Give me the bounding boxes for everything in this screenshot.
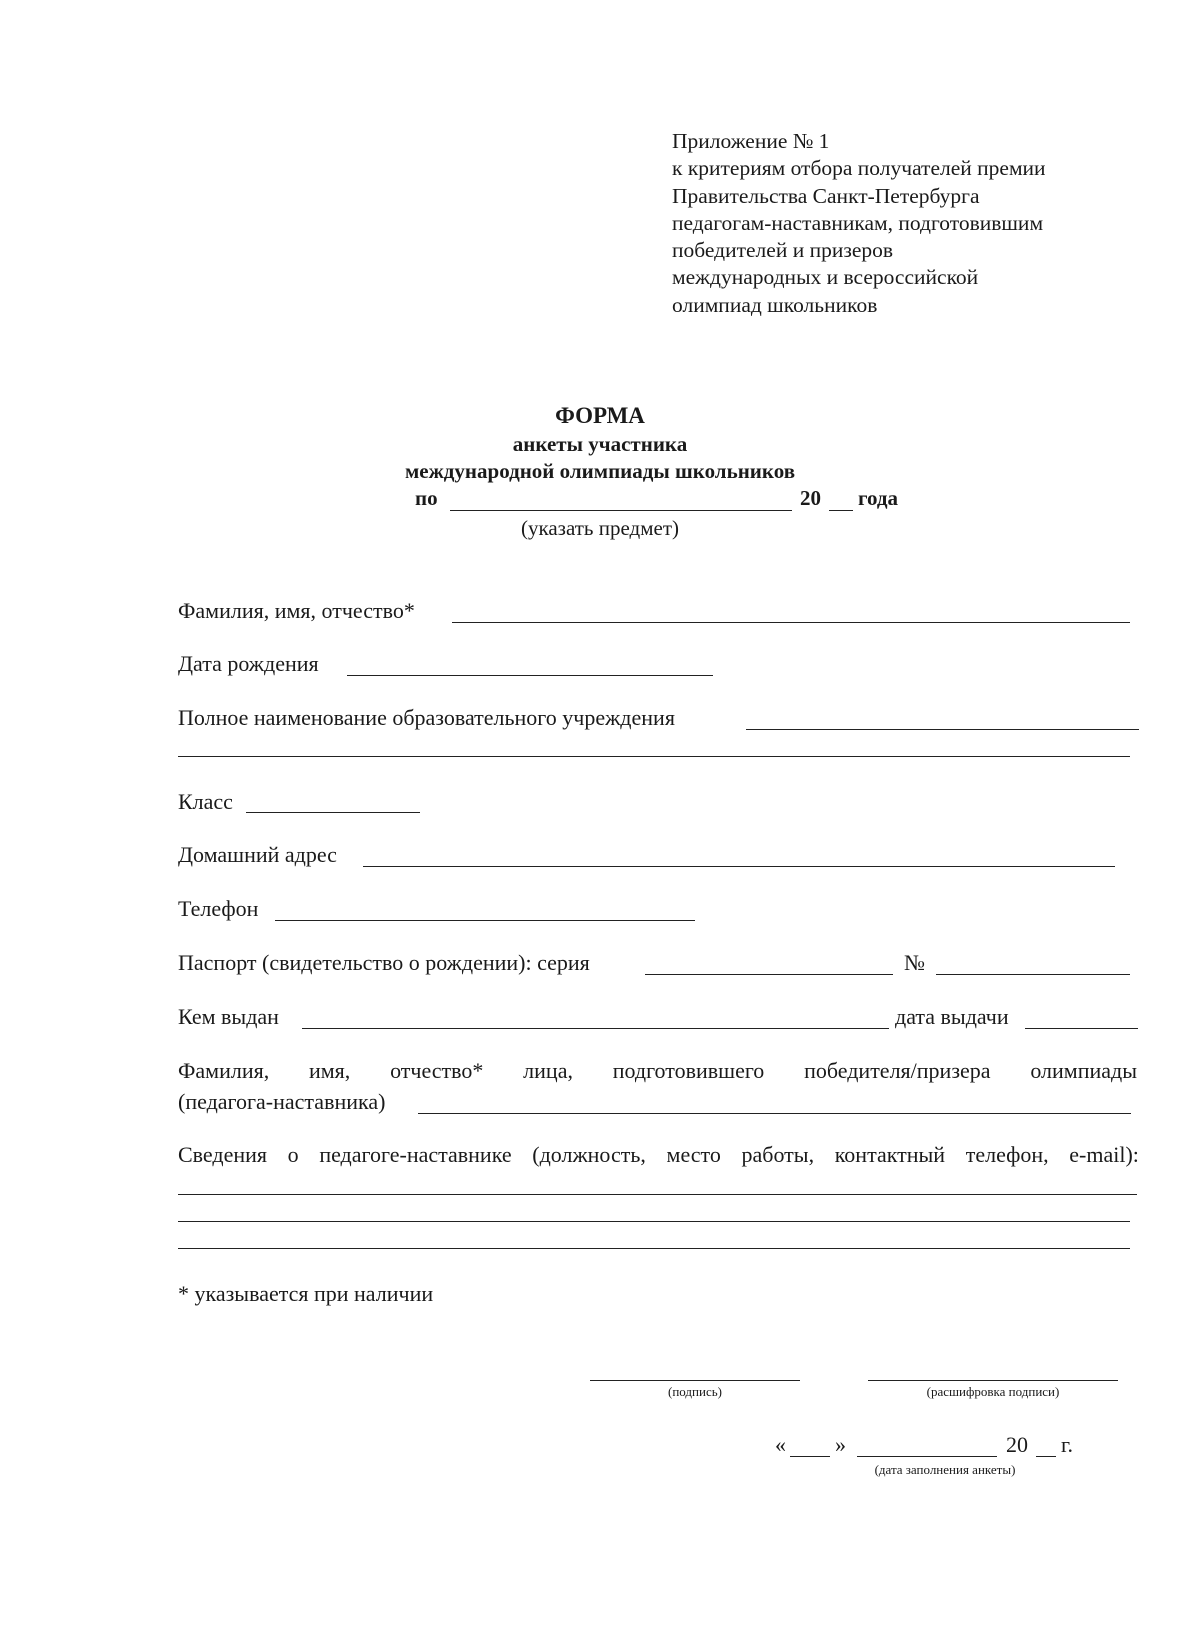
appendix-line: победителей и призеров bbox=[672, 238, 894, 263]
mentor-name-word: Фамилия, bbox=[178, 1058, 270, 1083]
appendix-line: к критериям отбора получателей премии bbox=[672, 156, 1046, 181]
issue-date-label: дата выдачи bbox=[895, 1004, 1009, 1029]
mentor-info-field-line2[interactable] bbox=[178, 1221, 1130, 1222]
mentor-name-label-line2: (педагога-наставника) bbox=[178, 1089, 386, 1114]
year-suffix: года bbox=[858, 486, 899, 510]
appendix-line: олимпиад школьников bbox=[672, 292, 878, 317]
birth-date-field[interactable] bbox=[347, 675, 713, 676]
passport-series-field[interactable] bbox=[645, 974, 893, 975]
mentor-info-label bbox=[178, 1141, 1139, 1169]
signature-decode-field[interactable] bbox=[868, 1380, 1118, 1381]
passport-number-sign: № bbox=[904, 950, 925, 975]
class-field[interactable] bbox=[246, 812, 420, 813]
institution-label: Полное наименование образовательного учреждения bbox=[178, 705, 675, 730]
mentor-info-word: e-mail): bbox=[1069, 1142, 1139, 1167]
date-open-quote: « bbox=[775, 1432, 786, 1457]
home-address-field[interactable] bbox=[363, 866, 1115, 867]
issued-by-field[interactable] bbox=[302, 1028, 889, 1029]
appendix-line: Правительства Санкт-Петербурга bbox=[672, 183, 980, 208]
class-label: Класс bbox=[178, 789, 233, 814]
mentor-name-label bbox=[178, 1057, 1137, 1085]
date-year-suffix: г. bbox=[1061, 1432, 1074, 1457]
institution-field[interactable] bbox=[746, 729, 1139, 730]
mentor-info-word: о bbox=[287, 1142, 299, 1167]
mentor-name-word: имя, bbox=[308, 1058, 351, 1083]
mentor-info-field-line1[interactable] bbox=[178, 1194, 1137, 1195]
phone-label: Телефон bbox=[178, 896, 259, 921]
mentor-name-word: лица, bbox=[523, 1058, 573, 1083]
mentor-info-field-line3[interactable] bbox=[178, 1248, 1130, 1249]
year-prefix: 20 bbox=[800, 486, 821, 510]
passport-label: Паспорт (свидетельство о рождении): серия bbox=[178, 950, 590, 975]
home-address-label: Домашний адрес bbox=[178, 842, 337, 867]
date-day-field[interactable] bbox=[790, 1456, 830, 1457]
mentor-info-word: педагоге-наставнике bbox=[319, 1142, 512, 1167]
subject-hint: (указать предмет) bbox=[520, 516, 680, 540]
subject-input-line[interactable] bbox=[450, 510, 792, 511]
mentor-name-field[interactable] bbox=[418, 1113, 1131, 1114]
po-label: по bbox=[415, 486, 438, 510]
phone-field[interactable] bbox=[275, 920, 695, 921]
mentor-info-word: (должность, bbox=[532, 1142, 646, 1167]
form-title: ФОРМА bbox=[555, 403, 645, 428]
mentor-info-word: Сведения bbox=[178, 1142, 268, 1167]
date-month-field[interactable] bbox=[857, 1456, 997, 1457]
mentor-name-word: подготовившего bbox=[612, 1058, 765, 1083]
issue-date-field[interactable] bbox=[1025, 1028, 1138, 1029]
date-close-quote: » bbox=[835, 1432, 846, 1457]
mentor-info-word: контактный bbox=[834, 1142, 946, 1167]
signature-field[interactable] bbox=[590, 1380, 800, 1381]
date-year-prefix: 20 bbox=[1006, 1432, 1028, 1457]
mentor-name-word: отчество* bbox=[390, 1058, 484, 1083]
appendix-line: Приложение № 1 bbox=[672, 129, 830, 153]
passport-number-field[interactable] bbox=[936, 974, 1130, 975]
appendix-line: педагогам-наставникам, подготовившим bbox=[672, 210, 1044, 235]
mentor-info-word: место bbox=[666, 1142, 721, 1167]
footnote: * указывается при наличии bbox=[178, 1281, 434, 1306]
issued-by-label: Кем выдан bbox=[178, 1004, 279, 1029]
appendix-line: международных и всероссийской bbox=[672, 265, 979, 290]
mentor-name-word: олимпиады bbox=[1030, 1058, 1137, 1083]
date-caption: (дата заполнения анкеты) bbox=[874, 1462, 1016, 1477]
signature-decode-caption: (расшифровка подписи) bbox=[926, 1384, 1060, 1399]
birth-date-label: Дата рождения bbox=[178, 651, 319, 676]
mentor-info-word: телефон, bbox=[965, 1142, 1049, 1167]
form-subtitle: анкеты участника bbox=[512, 432, 688, 456]
date-year-field[interactable] bbox=[1036, 1456, 1056, 1457]
appendix-header bbox=[672, 128, 1132, 319]
form-subtitle-olympiad: международной олимпиады школьников bbox=[404, 459, 796, 483]
mentor-info-word: работы, bbox=[741, 1142, 815, 1167]
year-input-line[interactable] bbox=[829, 510, 853, 511]
mentor-name-word: победителя/призера bbox=[804, 1058, 991, 1083]
full-name-label: Фамилия, имя, отчество* bbox=[178, 598, 415, 623]
signature-caption: (подпись) bbox=[668, 1384, 722, 1399]
institution-field-line2[interactable] bbox=[178, 756, 1130, 757]
full-name-field[interactable] bbox=[452, 622, 1130, 623]
